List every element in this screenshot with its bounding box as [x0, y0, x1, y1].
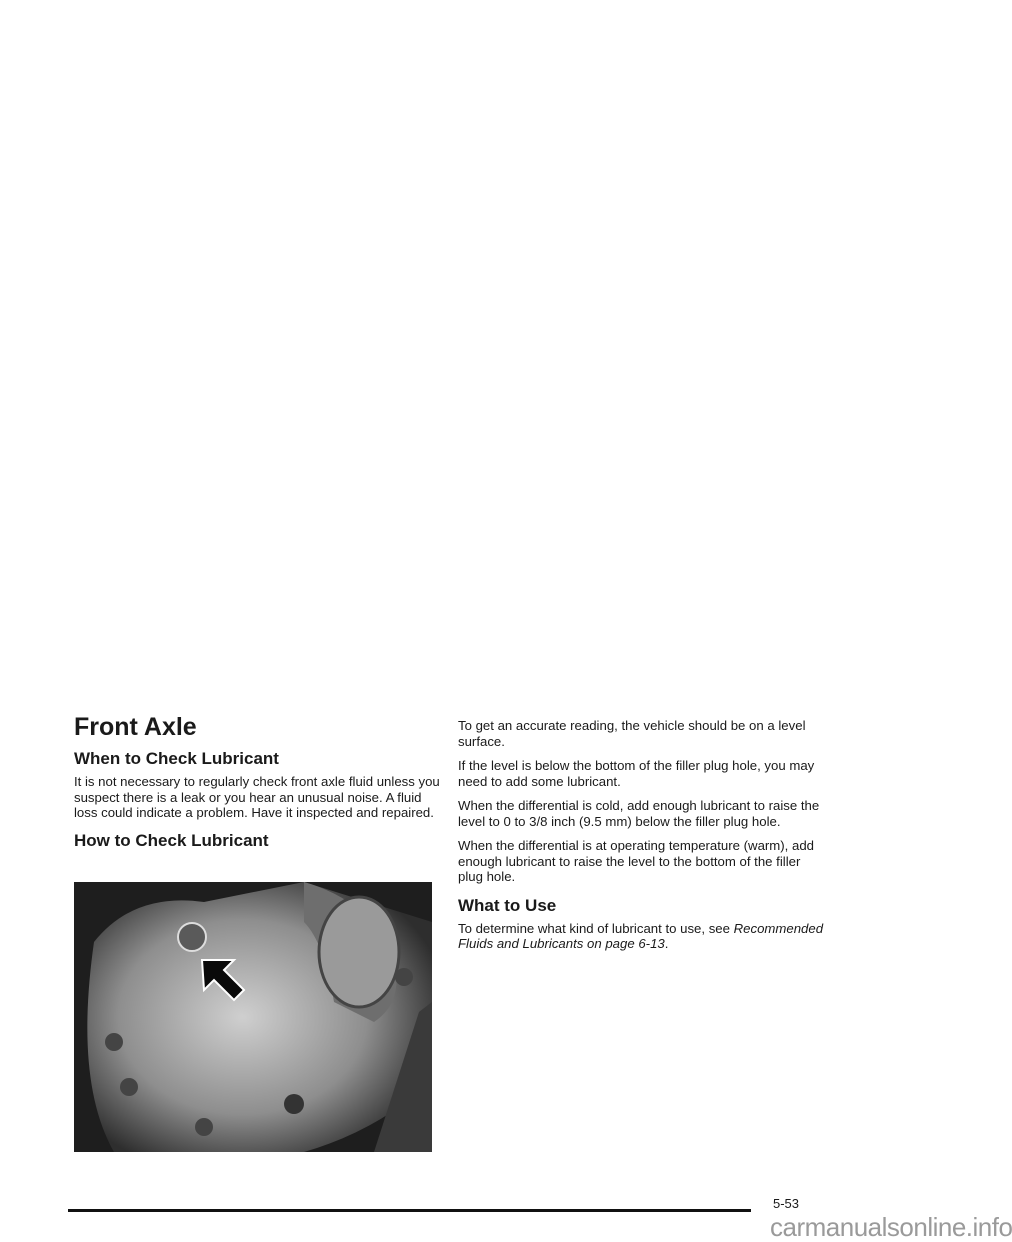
left-column — [74, 712, 444, 856]
paragraph-level-surface: To get an accurate reading, the vehicle should be on a level surface. — [458, 718, 806, 749]
what-to-use-text — [458, 921, 828, 952]
what-to-use-lead: To determine what kind of lubricant to use, see — [458, 920, 734, 936]
page-number: 5-53 — [773, 1196, 800, 1211]
right-column — [458, 718, 828, 961]
paragraph-below-hole: If the level is below the bottom of the filler plug hole, you may need to add some lubricant. — [458, 758, 815, 789]
footer-rule — [68, 1209, 751, 1212]
fluids-reference-link[interactable]: Recommended Fluids and Lubricants on page 6-13 — [458, 920, 824, 951]
when-text: It is not necessary to regularly check front axle fluid unless you suspect there is a leak or you hear an unusual noise. A fluid loss could indicate a problem. Have it inspected and repaired. — [74, 774, 440, 820]
differential-photo — [74, 882, 432, 1152]
watermark: carmanualsonline.info — [770, 1212, 1012, 1242]
period: . — [664, 936, 669, 951]
when-heading: When to Check Lubricant — [74, 749, 279, 768]
paragraph-cold: When the differential is cold, add enough lubricant to raise the level to 0 to 3/8 inch (9.5 mm) below the filler plug hole. — [458, 798, 820, 829]
paragraph-warm: When the differential is at operating temperature (warm), add enough lubricant to raise the level to the bottom of the filler plug hole. — [458, 838, 814, 884]
what-to-use-heading: What to Use — [458, 895, 557, 915]
page-title: Front Axle — [74, 713, 197, 741]
how-heading: How to Check Lubricant — [74, 830, 269, 850]
